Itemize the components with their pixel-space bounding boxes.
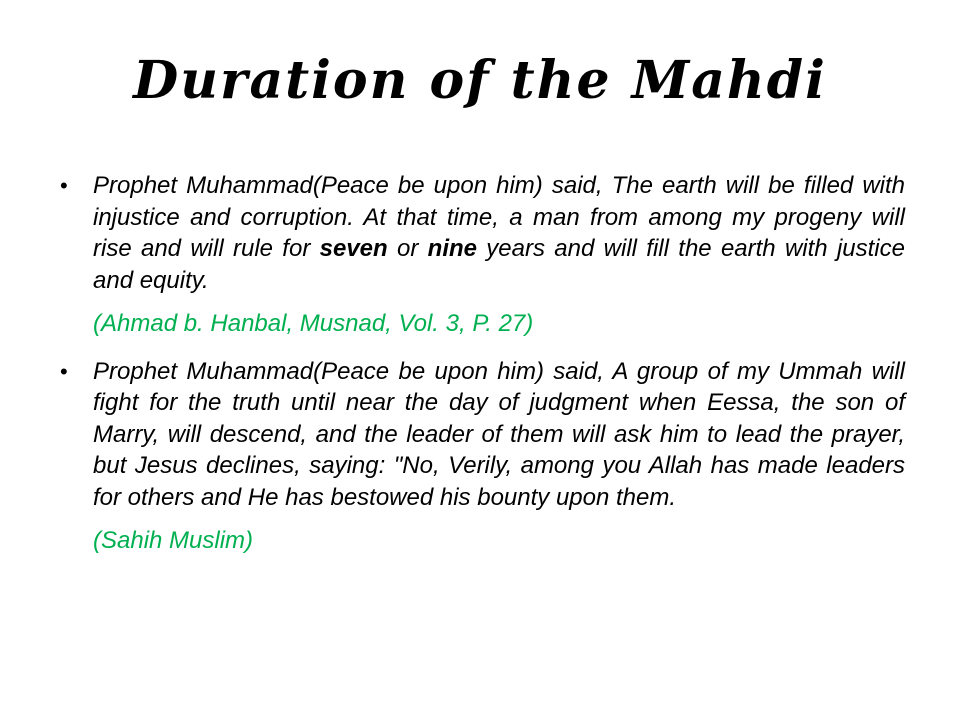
bullet-reference: (Ahmad b. Hanbal, Musnad, Vol. 3, P. 27) (93, 310, 534, 337)
bullet-dot-icon: • (60, 358, 68, 384)
slide-content (60, 170, 905, 573)
emphasis-nine: nine (427, 235, 477, 262)
bullet-item (60, 170, 905, 296)
slide-title: Duration of the Mahdi (133, 50, 827, 111)
bullet-text: Prophet Muhammad(Peace be upon him) said, A group of my Ummah will fight for the truth until near the day of judgment when Eessa, the son of Marry, will descend, and the leader of them will ask him to lead the prayer, but Jesus declines, saying: "No, Verily, among you Allah has made leaders for others and He has bestowed his bounty upon them. (93, 357, 905, 511)
bullet-item (60, 356, 905, 514)
bullet-text: Prophet Muhammad(Peace be upon him) said, The earth will be filled with injustice and corruption. At that time, a man from among my progeny will rise and will rule for seven or nine years and will fill the earth with justice and equity. (93, 172, 905, 294)
bullet-reference: (Sahih Muslim) (93, 527, 254, 554)
emphasis-seven: seven (319, 235, 388, 262)
bullet-dot-icon: • (60, 173, 68, 198)
